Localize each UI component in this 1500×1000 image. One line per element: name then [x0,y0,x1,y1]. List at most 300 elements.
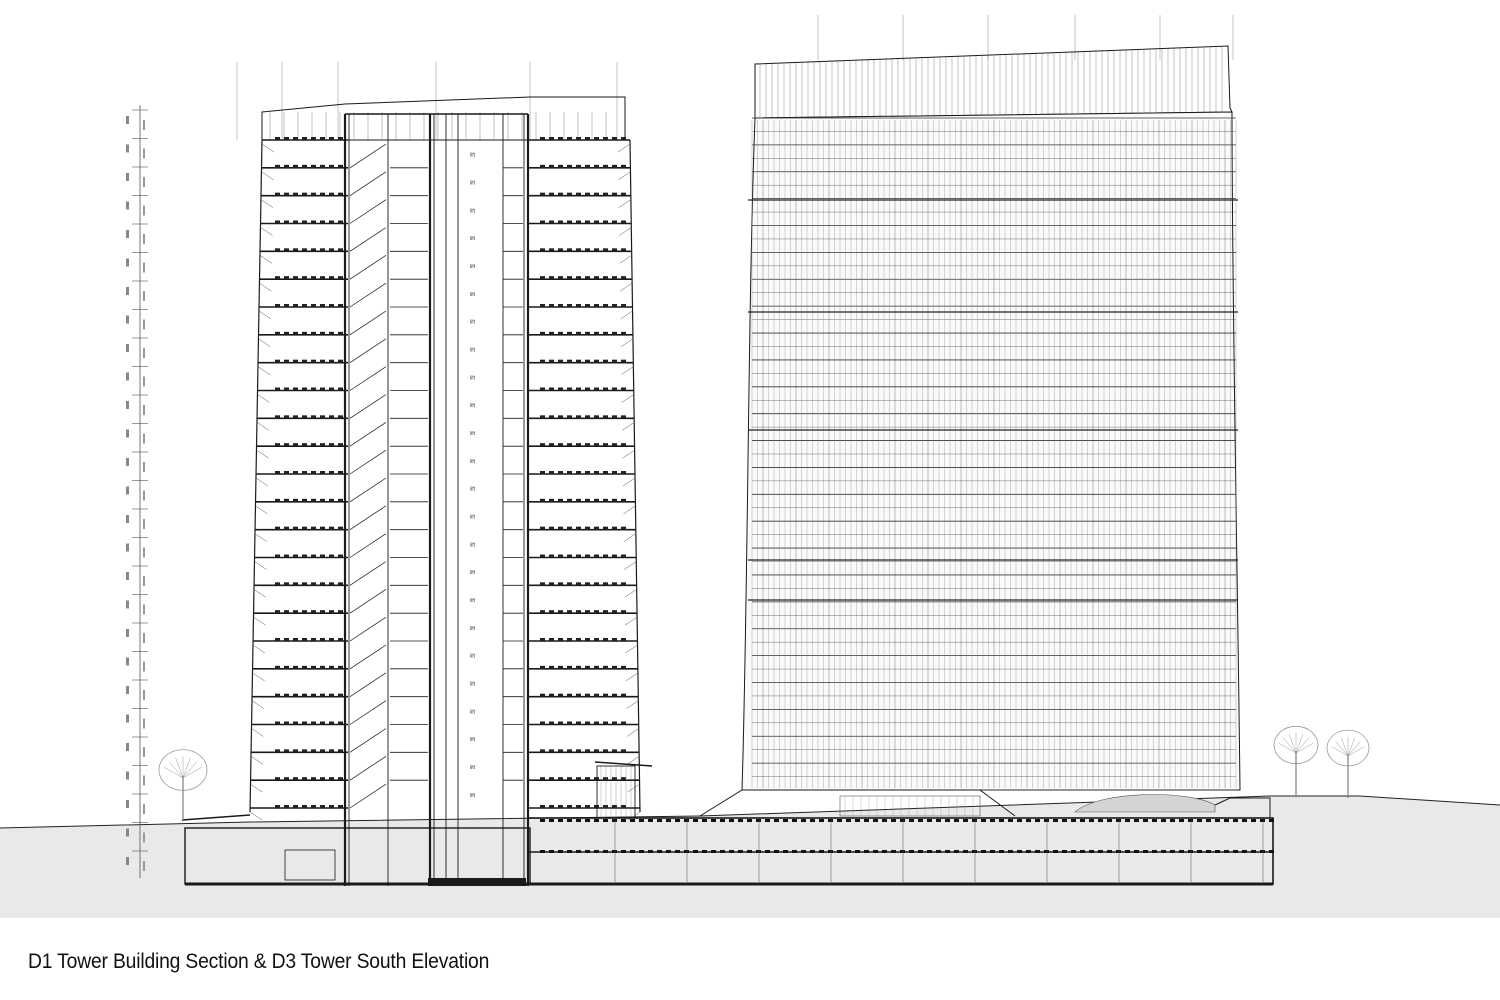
slab-dash [1062,850,1067,853]
tree-branch [1296,734,1303,753]
tower-outline [742,112,1240,790]
slab-dash [1044,819,1049,822]
window-mark [540,193,545,196]
window-mark [293,248,298,251]
slab-dash [558,819,563,822]
slab-dash [1215,819,1220,822]
slab-dash [990,850,995,853]
slab-dash [792,850,797,853]
window-mark [540,248,545,251]
window-mark [621,777,626,780]
window-mark [338,555,343,558]
window-mark [549,360,554,363]
window-mark [320,332,325,335]
window-mark [320,415,325,418]
window-mark [540,777,545,780]
window-mark [558,388,563,391]
slab-dash [1161,850,1166,853]
stair-flight [350,506,386,530]
window-mark [275,527,280,530]
window-mark [612,777,617,780]
scale-mark [126,829,129,837]
window-mark [576,360,581,363]
window-mark [603,332,608,335]
slab-dash [837,819,842,822]
slab-dash [720,850,725,853]
window-mark [302,499,307,502]
window-mark [585,443,590,446]
slab-dash [819,819,824,822]
window-mark [576,805,581,808]
window-mark [311,248,316,251]
pavilion-roof [595,762,652,766]
scale-mark [143,320,145,330]
window-mark [621,722,626,725]
slab-dash [837,850,842,853]
scale-mark [143,405,145,415]
slab-dash [873,850,878,853]
facade-fin [621,311,633,319]
slab-dash [1116,850,1121,853]
window-mark [558,276,563,279]
window-mark [612,221,617,224]
window-mark [293,443,298,446]
window-mark [621,248,626,251]
window-mark [284,722,289,725]
scale-mark [126,344,129,352]
window-mark [302,471,307,474]
window-mark [293,360,298,363]
facade-fin [253,673,265,681]
slab-dash [873,819,878,822]
window-mark [549,638,554,641]
window-mark [275,777,280,780]
slab-dash [1215,850,1220,853]
window-mark [585,499,590,502]
window-mark [558,499,563,502]
landscape-mound [1075,795,1215,812]
window-mark [540,165,545,168]
slab-dash [1224,850,1229,853]
stair-flight [350,673,386,697]
window-mark [302,388,307,391]
window-mark [612,248,617,251]
scale-mark [143,519,145,529]
window-mark [576,193,581,196]
window-mark [275,722,280,725]
window-mark [567,360,572,363]
stair-flight [350,450,386,474]
window-mark [621,137,626,140]
slab-dash [1134,850,1139,853]
tree [1274,726,1318,795]
scale-mark [126,116,129,124]
facade-fin [622,395,634,403]
window-mark [284,193,289,196]
window-mark [293,332,298,335]
slab-dash [1071,819,1076,822]
facade-fin [252,729,264,737]
window-mark [284,137,289,140]
window-mark [603,582,608,585]
slab-dash [594,819,599,822]
window-mark [594,777,599,780]
entry-canopy [182,815,250,820]
window-mark [540,443,545,446]
facade-fin [261,200,273,208]
slab-dash [1170,850,1175,853]
window-mark [329,332,334,335]
slab-dash [738,850,743,853]
window-mark [612,276,617,279]
facade-fin [621,367,633,375]
window-mark [302,694,307,697]
window-mark [540,471,545,474]
window-mark [275,388,280,391]
slab-dash [882,850,887,853]
window-mark [549,304,554,307]
window-mark [320,388,325,391]
facade-fin [261,228,273,236]
slab-dash [972,819,977,822]
window-mark [540,610,545,613]
window-mark [275,805,280,808]
slab-dash [567,819,572,822]
window-mark [284,221,289,224]
roof-crown [262,97,625,140]
window-mark [558,471,563,474]
stair-flight [350,729,386,753]
lift-label: lift [470,264,475,271]
window-mark [293,137,298,140]
scale-mark [143,747,145,757]
slab-dash [1134,819,1139,822]
window-mark [302,805,307,808]
lift-label: lift [470,208,475,215]
window-mark [311,304,316,307]
window-mark [329,749,334,752]
window-mark [284,666,289,669]
window-mark [549,555,554,558]
slab-dash [711,850,716,853]
window-mark [603,360,608,363]
slab-dash [774,850,779,853]
slab-dash [729,819,734,822]
facade-fin [627,756,639,764]
window-mark [612,694,617,697]
window-mark [549,582,554,585]
tree-branch [183,761,197,778]
facade-fin [619,228,631,236]
slab-dash [1152,819,1157,822]
scale-mark [126,373,129,381]
window-mark [621,555,626,558]
window-mark [329,360,334,363]
window-mark [603,666,608,669]
window-mark [293,555,298,558]
scale-mark [143,776,145,786]
slab-dash [918,819,923,822]
window-mark [603,638,608,641]
slab-dash [549,819,554,822]
slab-dash [846,850,851,853]
stair-flight [350,478,386,502]
window-mark [621,666,626,669]
window-mark [284,443,289,446]
window-mark [540,666,545,669]
slab-dash [972,850,977,853]
window-mark [612,610,617,613]
window-mark [329,777,334,780]
facade-fin [626,645,638,653]
window-mark [540,555,545,558]
window-mark [284,276,289,279]
slab-dash [810,850,815,853]
window-mark [311,582,316,585]
window-mark [311,555,316,558]
scale-mark [126,316,129,324]
window-mark [612,638,617,641]
window-mark [284,610,289,613]
window-mark [585,388,590,391]
window-mark [594,722,599,725]
scale-mark [126,515,129,523]
window-mark [576,666,581,669]
facade-fin [624,562,636,570]
window-mark [558,582,563,585]
window-mark [311,443,316,446]
slab-dash [1188,850,1193,853]
lift-label: lift [470,765,475,772]
window-mark [329,415,334,418]
scale-mark [126,715,129,723]
window-mark [603,137,608,140]
slab-dash [954,819,959,822]
window-mark [612,165,617,168]
scale-mark [126,145,129,153]
slab-dash [1242,819,1247,822]
window-mark [558,555,563,558]
window-mark [549,248,554,251]
d1-tower-section [182,62,640,886]
scale-mark [143,348,145,358]
window-mark [338,332,343,335]
window-mark [603,388,608,391]
facade-fin [257,422,269,430]
slab-dash [963,850,968,853]
scale-mark [126,259,129,267]
slab-dash [981,819,986,822]
slab-dash [639,850,644,853]
window-mark [594,527,599,530]
window-mark [329,499,334,502]
window-mark [320,777,325,780]
tree-branch [176,758,183,778]
window-mark [284,638,289,641]
window-mark [284,555,289,558]
slab-dash [765,850,770,853]
window-mark [594,638,599,641]
window-mark [576,221,581,224]
window-mark [567,415,572,418]
window-mark [338,221,343,224]
lift-label: lift [470,347,475,354]
window-mark [320,638,325,641]
slab-dash [630,819,635,822]
window-mark [567,777,572,780]
window-mark [567,499,572,502]
window-mark [311,221,316,224]
scale-mark [143,548,145,558]
slab-dash [576,850,581,853]
slab-dash [666,850,671,853]
tree-branch [169,761,183,778]
slab-dash [891,819,896,822]
window-mark [284,304,289,307]
window-mark [275,666,280,669]
window-mark [567,749,572,752]
lift-label: lift [470,152,475,159]
window-mark [329,527,334,530]
slab-dash [1179,819,1184,822]
window-mark [594,555,599,558]
window-mark [293,610,298,613]
window-mark [311,332,316,335]
lift-label: lift [470,570,475,577]
window-mark [621,221,626,224]
window-mark [585,610,590,613]
window-mark [567,722,572,725]
window-mark [275,304,280,307]
window-mark [549,221,554,224]
window-mark [594,360,599,363]
window-mark [320,443,325,446]
scale-mark [143,462,145,472]
window-mark [567,694,572,697]
slab-dash [945,850,950,853]
stair-flight [350,645,386,669]
window-mark [275,638,280,641]
stair-flight [350,367,386,391]
window-mark [338,638,343,641]
slab-dash [693,819,698,822]
window-mark [338,388,343,391]
tree-branch [1348,742,1360,756]
window-mark [293,221,298,224]
window-mark [594,443,599,446]
window-mark [567,471,572,474]
facade-fin [259,311,271,319]
slab-dash [702,819,707,822]
slab-dash [801,819,806,822]
slab-dash [675,850,680,853]
slab-dash [1026,850,1031,853]
window-mark [329,582,334,585]
slab-dash [675,819,680,822]
window-mark [275,276,280,279]
scale-mark [126,629,129,637]
window-mark [329,722,334,725]
slab-dash [774,819,779,822]
slab-dash [612,850,617,853]
window-mark [293,777,298,780]
window-mark [540,722,545,725]
window-mark [338,722,343,725]
window-mark [576,332,581,335]
window-mark [612,582,617,585]
window-mark [576,777,581,780]
window-mark [621,499,626,502]
window-mark [558,248,563,251]
slab-dash [981,850,986,853]
slab-dash [792,819,797,822]
scale-mark [126,202,129,210]
window-mark [284,471,289,474]
slab-dash [828,850,833,853]
window-mark [567,332,572,335]
slab-dash [1143,819,1148,822]
window-mark [293,304,298,307]
scale-mark [126,658,129,666]
window-mark [594,221,599,224]
window-mark [621,360,626,363]
window-mark [621,304,626,307]
stair-flight [350,534,386,558]
window-mark [585,332,590,335]
slab-dash [1143,850,1148,853]
slab-dash [1071,850,1076,853]
window-mark [567,304,572,307]
scale-mark [143,149,145,159]
scale-mark [143,491,145,501]
scale-mark [126,230,129,238]
slab-dash [918,850,923,853]
lift-label: lift [470,236,475,243]
window-mark [567,276,572,279]
tree-branch [1348,738,1354,756]
window-mark [338,248,343,251]
window-mark [284,332,289,335]
window-mark [275,582,280,585]
slab-dash [1080,819,1085,822]
window-mark [567,805,572,808]
window-mark [338,304,343,307]
tree-branch [183,758,190,778]
window-mark [549,694,554,697]
slab-dash [1269,819,1274,822]
window-mark [275,499,280,502]
window-mark [621,638,626,641]
facade-fin [619,200,631,208]
window-mark [320,137,325,140]
slab-dash [1026,819,1031,822]
window-mark [320,749,325,752]
lift-label: lift [470,180,475,187]
window-mark [549,137,554,140]
window-mark [329,221,334,224]
window-mark [338,360,343,363]
window-mark [585,360,590,363]
window-mark [329,555,334,558]
lift-label: lift [470,514,475,521]
window-mark [320,694,325,697]
window-mark [594,193,599,196]
scale-mark [126,430,129,438]
window-mark [585,527,590,530]
window-mark [594,610,599,613]
window-mark [329,805,334,808]
window-mark [329,638,334,641]
